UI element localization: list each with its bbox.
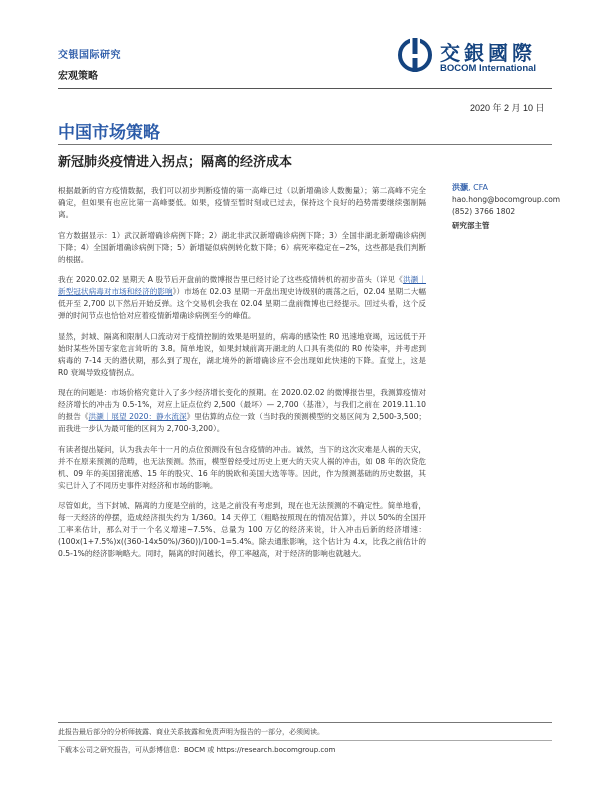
outlook-2020-link[interactable]: 洪灏｜展望 2020：静水流深 (88, 412, 187, 421)
author-role: 研究部主管 (452, 221, 490, 230)
paragraph-1: 根据最新的官方疫情数据，我们可以初步判断疫情的第一高峰已过（以新增确诊人数衡量）；第二高峰不完全确定，但如果有也应比第一高峰要低。如果，疫情至暂时刻或已过去，保持这个良好的趋势需要继续强制隔离。 (58, 186, 426, 219)
paragraph-5-text-b: 》里估算的点位一致（当时我的预测模型的交易区间为 2,500-3,500；而我进一步认为最可能的区间为 2,700-3,200）。 (58, 412, 427, 433)
report-title: 中国市场策略 (58, 123, 160, 143)
footer-disclaimer: 此报告最后部分的分析师披露、商业关系披露和免责声明为报告的一部分，必须阅读。 (58, 728, 324, 736)
logo-chinese-text: 交銀國際 (440, 41, 536, 65)
footer-divider (58, 722, 552, 723)
paragraph-3-text-b: 》）市场在 02.03 星期一开盘出现史诗级别的震荡之后，02.04 星期二大幅低开至 2,700 以下然后开始反弹。这个交易机会我在 02.04 星期二盘前微博也已经提示。回过头看，这个反弹的时间节点也恰恰对应着疫情新增确诊病例至今的峰值。 (58, 287, 426, 320)
author-name-line (452, 182, 562, 194)
logo-english-text: BOCOM International (440, 63, 537, 74)
paragraph-4: 显然，封城、隔离和限制人口流动对于疫情控制的效果是明显的，病毒的感染性 R0 迅速地衰竭，远远低于开始时某些外国专家危言耸听的 3.8。简单地说，如果封城前离开湖北的人口具有类似的 R0 传染率，并考虑到病毒的 7-14 天的潜伏期，那么到了现在，湖北境外的新增确诊应不会出现如此快速的下降。直觉上，这是 R0 衰竭导致疫情拐点。 (58, 331, 426, 377)
paragraph-5 (58, 387, 426, 435)
author-name: 洪灏 (452, 183, 468, 192)
paragraph-7: 尽管如此，当下封城、隔离的力度是空前的，这是之前没有考虑到，现在也无法预测的不确定性。简单地看，每一天经济的停摆，造成经济损失约为 1/360。14 天停工（粗略按照现在的情况估算），并以 50%的全国开工率来估计，那么对于一个名义增速~7.5%、总量为 100 万亿的经济来说，计入冲击后新的经济增速：(100x(1+7.5%)x((360-14x50%)/360))/100-1=5.4%。除去通胀影响，这个估计为 4.x，比我之前估计的 0.5-1%的经济影响略大。同时，隔离的时间越长，停工率越高，对于经济的影响也就越大。 (58, 501, 426, 558)
report-date: 2020 年 2 月 10 日 (470, 103, 545, 113)
report-section: 宏观策略 (58, 71, 98, 82)
footer-divider-2 (58, 740, 552, 741)
report-body (58, 185, 426, 569)
paragraph-6: 有读者提出疑问，认为我去年十一月的点位预测没有包含疫情的冲击。诚然，当下的这次灾难是人祸的天灾，并不在原来预测的范畴，也无法预测。然而，模型曾经受过历史上更大的天灾人祸的冲击，如 08 年的次贷危机、09 年的美国猪流感、15 年的股灾、16 年的脱欧和美国大选等等。因此，作为预测基础的历史数据，其实已计入了不同历史事件对经济和市场的影响。 (58, 444, 426, 490)
author-block (452, 182, 562, 232)
author-phone: (852) 3766 1802 (452, 207, 516, 216)
paragraph-3-text-a: 我在 2020.02.02 星期天 A 股节后开盘前的微博报告里已经讨论了这些疫情转机的初步苗头（详见《 (58, 275, 403, 284)
title-divider (58, 144, 552, 145)
paragraph-5-text-a: 现在的问题是：市场价格究竟计入了多少经济增长变化的预期。在 2020.02.02 的微博报告里，我测算疫情对经济增长的冲击为 0.5-1%，对应上证点位约 2,500（最坏）— 2,700（基准），与我们之前在 2019.11.10 的报告《 (58, 388, 426, 421)
footer-download-info: 下载本公司之研究报告，可从彭博信息：BOCM 或 https://research.bocomgroup.com (58, 746, 336, 754)
bocom-logo (398, 36, 573, 76)
header-divider (58, 88, 552, 89)
author-email[interactable]: hao.hong@bocomgroup.com (452, 195, 561, 204)
weibo-report-link[interactable]: 洪灏｜新型冠状病毒对市场和经济的影响 (58, 275, 427, 296)
author-credential: , CFA (468, 183, 489, 192)
brand-name: 交银国际研究 (58, 50, 121, 61)
report-subtitle: 新冠肺炎疫情进入拐点；隔离的经济成本 (58, 155, 293, 170)
paragraph-2: 官方数据显示：1）武汉新增确诊病例下降；2）湖北非武汉新增确诊病例下降；3）全国非湖北新增确诊病例下降；4）全国新增确诊病例下降；5）新增疑似病例转化数下降；6）病死率稳定在~2%，这些都是我们判断的根据。 (58, 230, 426, 264)
header-left (58, 46, 121, 82)
paragraph-3 (58, 274, 426, 322)
bocom-logo-icon (398, 38, 432, 72)
